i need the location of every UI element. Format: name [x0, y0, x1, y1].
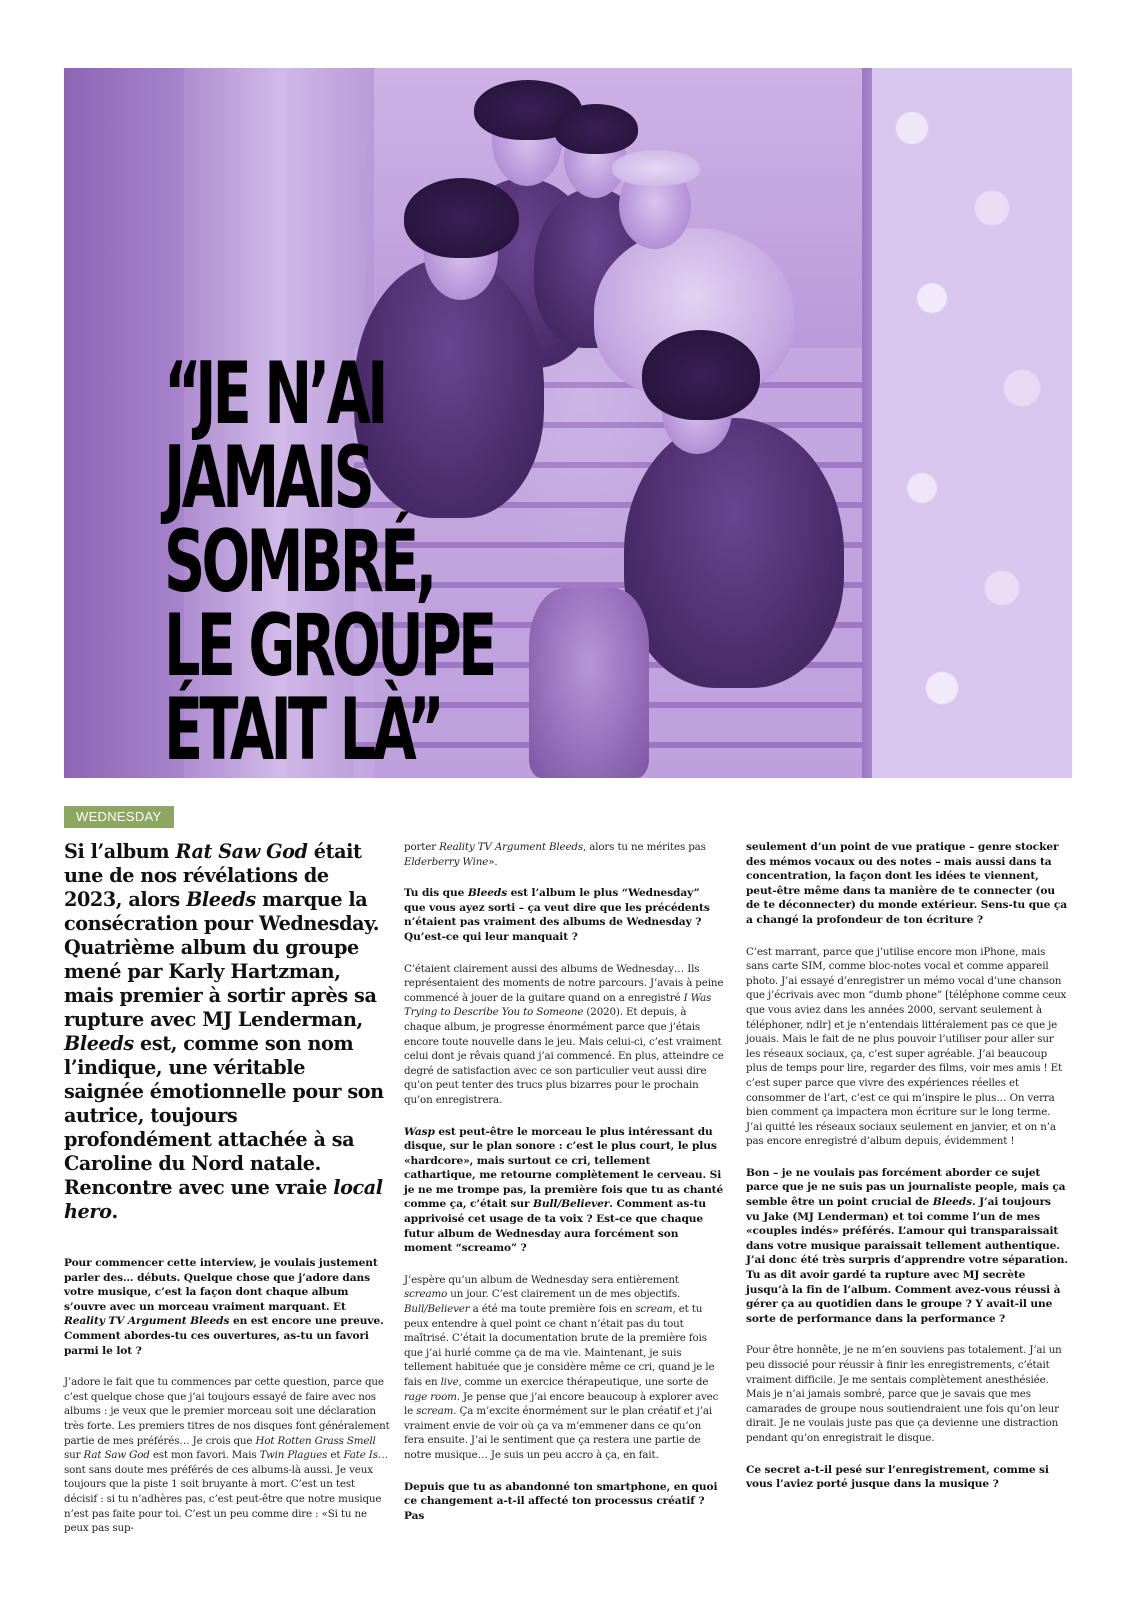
- photo-hair: [404, 178, 519, 258]
- section-tag: WEDNESDAY: [64, 806, 174, 828]
- photo-boots: [529, 588, 649, 778]
- interview-question: Wasp est peut-être le morceau le plus intéressant du disque, sur le plan sonore : c’est le plus court, le plus «hardcore», mais surtout ce cri, tellement cathartique, me retourne complètement le cerveau. Si je ne me trompe pas, la première fois que tu as chanté comme ça, c’était sur Bull/Believer. Comment as-tu apprivoisé cet usage de ta voix ? Est-ce que chaque futur album de Wednesday aura forcément son moment “screamo” ?: [404, 1125, 724, 1255]
- interview-answer: C’est marrant, parce que j’utilise encore mon iPhone, mais sans carte SIM, comme bloc-notes vocal et comme appareil photo. J’ai essayé d’enregistrer un mémo vocal d’une chanson que j’écrivais avec mon “dumb phone” [téléphone comme ceux que vous aviez dans les années 2000, servant seulement à téléphoner, ndlr] et je n’entendais littéralement pas ce que je jouais. Mais le fait de ne plus pouvoir l’utiliser pour aller sur les réseaux sociaux, ça, c’est super agréable. J’ai beaucoup plus de temps pour lire, regarder des films, voir mes amis ! Et c’est super parce que vivre des expériences réelles et consommer de l’art, c’est ce qui m’inspire le plus… On verra bien comment ça impactera mon écriture sur le long terme. J’ai quitté les réseaux sociaux seulement en janvier, et on n’a pas encore enregistré d’album depuis, évidemment !: [746, 945, 1067, 1148]
- article-column-1: [64, 840, 390, 1553]
- interview-question-continued: seulement d’un point de vue pratique – genre stocker des mémos vocaux ou des notes – mais aussi dans ta concentration, la façon dont les idées te viennent, peut-être même dans ta manière de te connecter (ou de te déconnecter) du monde extérieur. Sens-tu que ça a changé la profondeur de ton écriture ?: [746, 841, 1067, 926]
- interview-question: Tu dis que Bleeds est l’album le plus “Wednesday” que vous ayez sorti – ça veut dire que les précédents n’étaient pas vraiment des albums de Wednesday ? Qu’est-ce qui leur manquait ?: [404, 887, 710, 943]
- article-lead: Si l’album Rat Saw God était une de nos révélations de 2023, alors Bleeds marque la consécration pour Wednesday. Quatrième album du groupe mené par Karly Hartzman, mais premier à sortir après sa rupture avec MJ Lenderman, Bleeds est, comme son nom l’indique, une véritable saignée émotionnelle pour son autrice, toujours profondément attachée à sa Caroline du Nord natale. Rencontre avec une vraie local hero.: [64, 840, 384, 1223]
- headline-line: “JE N’AI: [164, 344, 385, 444]
- interview-answer: Pour être honnête, je ne m’en souviens pas totalement. J’ai un peu dissocié pour réussir à finir les enregistrements, c’était vraiment difficile. Je me sentais complètement anesthésiée. Mais je n’ai jamais sombré, parce que je savais que mes camarades de groupe nous soutiendraient une fois qu’on leur dirait. Je ne voulais juste pas que ça devienne une distraction pendant qu’on enregistrait le disque.: [746, 1344, 1062, 1444]
- headline-line: SOMBRÉ,: [164, 512, 434, 612]
- headline-line: LE GROUPE: [164, 596, 494, 696]
- photo-hair: [612, 150, 700, 186]
- article-column-3: [746, 840, 1068, 1509]
- interview-question: Bon – je ne voulais pas forcément aborder ce sujet parce que je ne suis pas un journaliste people, mais ça semble être un point crucial de Bleeds. J’ai toujours vu Jake (MJ Lenderman) et toi comme l’un de mes «couples indés» préférés. L’amour qui transparaissait dans votre musique paraissait tellement authentique. J’ai donc été très surpris d’apprendre votre séparation. Tu as dit avoir gardé ta rupture avec MJ secrète jusqu’à la fin de l’album. Comment avez-vous réussi à gérer ça au quotidien dans le groupe ? Y avait-il une sorte de performance dans la performance ?: [746, 1166, 1068, 1325]
- headline-line: ÉTAIT LÀ”: [164, 680, 442, 778]
- hero-photo: [64, 68, 1072, 778]
- interview-question: Pour commencer cette interview, je voulais justement parler des… débuts. Quelque chose que j’adore dans votre musique, c’est la façon dont chaque album s’ouvre avec un morceau vraiment marquant. Et Reality TV Argument Bleeds en est encore une preuve. Comment abordes-tu ces ouvertures, as-tu un favori parmi le lot ?: [64, 1257, 384, 1357]
- headline-quote: [164, 344, 494, 778]
- article-column-2: [404, 840, 724, 1540]
- interview-answer: J’espère qu’un album de Wednesday sera entièrement screamo un jour. C’est clairement un de mes objectifs. Bull/Believer a été ma toute première fois en scream, et tu peux entendre à quel point ce chant n’était pas du tout maîtrisé. C’était la documentation brute de la première fois que j’ai hurlé comme ça de ma vie. Maintenant, je suis tellement habituée que je considère même ce cri, quand je le fais en live, comme un exercice thérapeutique, une sorte de rage room. Je pense que j’ai encore beaucoup à explorer avec le scream. Ça m’excite énormément sur le plan créatif et j’ai vraiment envie de voir où ça va m’emmener dans ce qu’on fera ensuite. J’ai le sentiment que ça restera une partie de notre musique… Je suis un peu accro à ça, en fait.: [404, 1273, 719, 1461]
- photo-hair: [554, 104, 638, 154]
- interview-answer: C’étaient clairement aussi des albums de Wednesday… Ils représentaient des moments de notre parcours. J’avais à peine commencé à jouer de la guitare quand on a enregistré I Was Trying to Describe You to Someone (2020). Et depuis, à chaque album, je progresse énormément parce que j’étais encore toute nouvelle dans le jeu. Mais celui-ci, c’est vraiment celui dont je rêvais quand j’ai commencé. En plus, atteindre ce degré de satisfaction avec ce son particulier veut aussi dire qu’on peut tenter des trucs plus bizarres pour le prochain qu’on enregistrera.: [404, 962, 724, 1106]
- interview-question: Ce secret a-t-il pesé sur l’enregistrement, comme si vous l’aviez porté jusque dans la musique ?: [746, 1463, 1049, 1491]
- interview-answer: J’adore le fait que tu commences par cette question, parce que c’est quelque chose que j’ai toujours essayé de faire avec nos albums : je veux que le premier morceau soit une déclaration très forte. Les premiers titres de nos disques font généralement partie de mes préférés… Je crois que Hot Rotten Grass Smell sur Rat Saw God est mon favori. Mais Twin Plagues et Fate Is… sont sans doute mes préférés de ces albums-là aussi. Je veux toujours que la piste 1 soit bruyante à mort. C’est un test décisif : si tu n’adhères pas, c’est peut-être que notre musique n’est pas faite pour toi. C’est un peu comme dire : «Si tu ne peux pas sup-: [64, 1376, 390, 1535]
- interview-answer-continued: porter Reality TV Argument Bleeds, alors tu ne mérites pas Elderberry Wine».: [404, 841, 706, 868]
- photo-hair: [642, 330, 760, 420]
- photo-person-front: [624, 418, 844, 688]
- photo-floral-wallpaper: [872, 68, 1072, 778]
- headline-line: JAMAIS: [164, 428, 372, 528]
- interview-question: Depuis que tu as abandonné ton smartphone, en quoi ce changement a-t-il affecté ton processus créatif ? Pas: [404, 1480, 718, 1522]
